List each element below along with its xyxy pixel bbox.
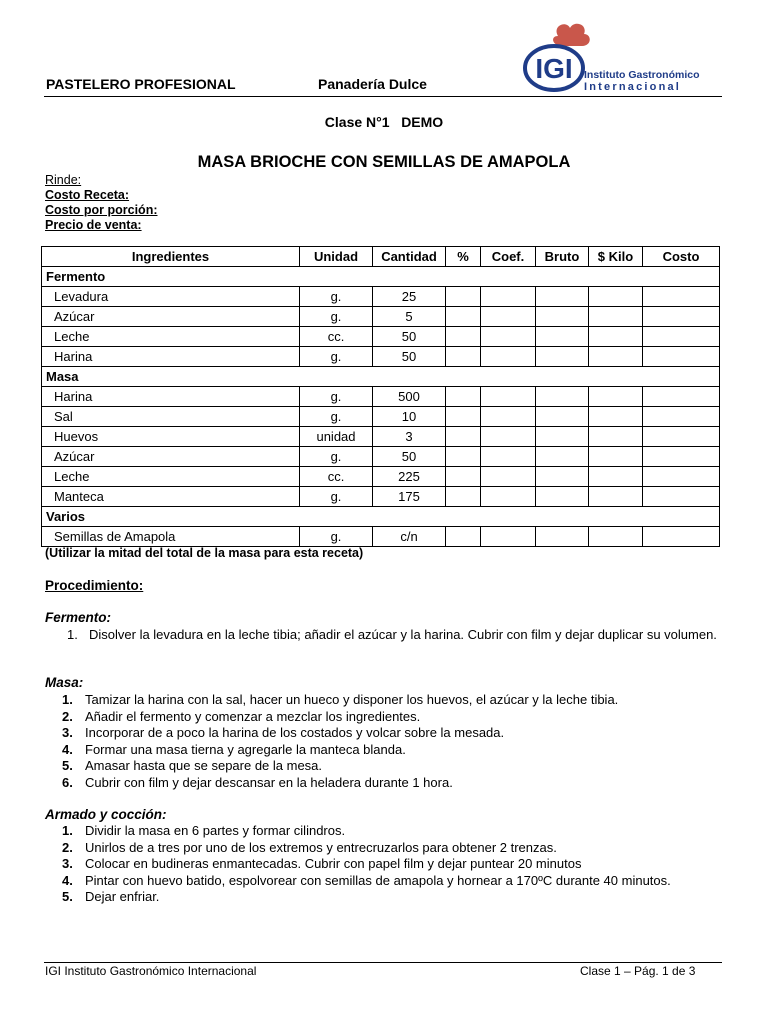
ingredient-cell: Harina (42, 387, 300, 407)
footer-institution: IGI Instituto Gastronómico Internacional (45, 964, 257, 978)
table-row (42, 327, 720, 347)
cost-cell (643, 447, 720, 467)
step-text: Tamizar la harina con la sal, hacer un hueco y disponer los huevos, el azúcar y la leche tibia. (85, 692, 619, 707)
ingredient-cell: Leche (42, 467, 300, 487)
igi-logo (522, 22, 702, 94)
percent-cell (446, 407, 481, 427)
section-label: Fermento (42, 267, 720, 287)
module-name: Panadería Dulce (318, 76, 427, 92)
cost-cell (643, 407, 720, 427)
ingredient-cell: Levadura (42, 287, 300, 307)
coef-cell (481, 347, 536, 367)
coef-cell (481, 287, 536, 307)
cost-cell (643, 527, 720, 547)
quantity-cell: 50 (373, 327, 446, 347)
armado-steps (45, 823, 725, 906)
price-kilo-cell (589, 467, 643, 487)
price-kilo-cell (589, 487, 643, 507)
quantity-cell: 500 (373, 387, 446, 407)
bruto-cell (536, 407, 589, 427)
step-text: Unirlos de a tres por uno de los extremos y entrecruzarlos para obtener 2 trenzas. (85, 839, 557, 855)
col-header: Bruto (536, 247, 589, 267)
col-header: Coef. (481, 247, 536, 267)
percent-cell (446, 447, 481, 467)
step-item (45, 775, 725, 792)
coef-cell (481, 487, 536, 507)
coef-cell (481, 427, 536, 447)
step-text: Añadir el fermento y comenzar a mezclar los ingredientes. (85, 708, 421, 724)
step-text: Formar una masa tierna y agregarle la manteca blanda. (85, 741, 406, 757)
percent-cell (446, 287, 481, 307)
bruto-cell (536, 387, 589, 407)
cost-cell (643, 387, 720, 407)
percent-cell (446, 427, 481, 447)
section-label: Varios (42, 507, 720, 527)
step-text: Cubrir con film y dejar descansar en la heladera durante 1 hora. (85, 774, 453, 790)
cost-cell (643, 487, 720, 507)
step-text: Pintar con huevo batido, espolvorear con semillas de amapola y hornear a 170ºC durante 40 minutos. (85, 872, 671, 888)
step-text: Amasar hasta que se separe de la mesa. (85, 758, 323, 773)
table-row (42, 307, 720, 327)
logo-line-1: Instituto Gastronómico (584, 69, 700, 81)
ingredient-cell: Azúcar (42, 447, 300, 467)
bruto-cell (536, 527, 589, 547)
quantity-cell: 225 (373, 467, 446, 487)
bruto-cell (536, 447, 589, 467)
coef-cell (481, 407, 536, 427)
price-kilo-cell (589, 427, 643, 447)
percent-cell (446, 327, 481, 347)
step-item (45, 692, 725, 709)
step-item (45, 742, 725, 759)
step-text: Incorporar de a poco la harina de los costados y volcar sobre la mesada. (85, 725, 505, 740)
coef-cell (481, 527, 536, 547)
price-kilo-cell (589, 307, 643, 327)
unit-cell: cc. (300, 467, 373, 487)
col-header: Unidad (300, 247, 373, 267)
unit-cell: g. (300, 487, 373, 507)
recipe-note: (Utilizar la mitad del total de la masa para esta receta) (45, 546, 364, 560)
col-header: Cantidad (373, 247, 446, 267)
percent-cell (446, 467, 481, 487)
step-item (45, 725, 725, 742)
masa-title: Masa: (45, 675, 84, 690)
cost-cell (643, 347, 720, 367)
bruto-cell (536, 427, 589, 447)
logo-mark-text: IGI (535, 53, 573, 84)
price-kilo-cell (589, 287, 643, 307)
fermento-title: Fermento: (45, 610, 112, 625)
header-divider (44, 96, 722, 97)
coef-cell (481, 387, 536, 407)
unit-cell: unidad (300, 427, 373, 447)
price-kilo-cell (589, 407, 643, 427)
table-row (42, 387, 720, 407)
ingredient-cell: Semillas de Amapola (42, 527, 300, 547)
step-text: Dejar enfriar. (85, 889, 160, 904)
price-kilo-cell (589, 447, 643, 467)
portion-cost-label: Costo por porción: (45, 203, 158, 217)
cost-cell (643, 327, 720, 347)
ingredient-cell: Sal (42, 407, 300, 427)
percent-cell (446, 487, 481, 507)
recipe-cost-label: Costo Receta: (45, 188, 130, 202)
coef-cell (481, 327, 536, 347)
armado-title: Armado y cocción: (45, 807, 167, 822)
quantity-cell: 50 (373, 447, 446, 467)
table-header-row (42, 247, 720, 267)
coef-cell (481, 467, 536, 487)
quantity-cell: 5 (373, 307, 446, 327)
step-item (45, 856, 725, 873)
ingredient-cell: Leche (42, 327, 300, 347)
bruto-cell (536, 327, 589, 347)
step-text: Dividir la masa en 6 partes y formar cilindros. (85, 823, 346, 838)
section-row (42, 367, 720, 387)
step-number: 4. (62, 741, 73, 757)
quantity-cell: 10 (373, 407, 446, 427)
step-number: 1. (62, 823, 73, 838)
unit-cell: g. (300, 307, 373, 327)
step-item (45, 758, 725, 775)
step-number: 5. (62, 758, 73, 773)
unit-cell: g. (300, 447, 373, 467)
step-item (45, 627, 725, 644)
percent-cell (446, 347, 481, 367)
unit-cell: g. (300, 387, 373, 407)
step-item (45, 823, 725, 840)
bruto-cell (536, 487, 589, 507)
step-number: 5. (62, 889, 73, 904)
quantity-cell: 175 (373, 487, 446, 507)
step-item (45, 709, 725, 726)
cost-cell (643, 307, 720, 327)
section-row (42, 267, 720, 287)
step-number: 1. (67, 627, 78, 642)
table-row (42, 407, 720, 427)
bruto-cell (536, 467, 589, 487)
table-row (42, 487, 720, 507)
step-number: 3. (62, 856, 73, 871)
cost-cell (643, 467, 720, 487)
quantity-cell: 3 (373, 427, 446, 447)
percent-cell (446, 307, 481, 327)
ingredient-cell: Azúcar (42, 307, 300, 327)
class-number: Clase N°1 DEMO (324, 114, 444, 130)
table-row (42, 467, 720, 487)
percent-cell (446, 527, 481, 547)
unit-cell: g. (300, 527, 373, 547)
table-row (42, 347, 720, 367)
step-number: 1. (62, 692, 73, 707)
bruto-cell (536, 287, 589, 307)
footer-page-number: Clase 1 – Pág. 1 de 3 (580, 964, 696, 978)
unit-cell: g. (300, 287, 373, 307)
price-kilo-cell (589, 327, 643, 347)
quantity-cell: 25 (373, 287, 446, 307)
step-text: Colocar en budineras enmantecadas. Cubrir con papel film y dejar puntear 20 minutos (85, 856, 582, 871)
bruto-cell (536, 307, 589, 327)
quantity-cell: c/n (373, 527, 446, 547)
col-header: Ingredientes (42, 247, 300, 267)
col-header: Costo (643, 247, 720, 267)
price-kilo-cell (589, 527, 643, 547)
col-header: $ Kilo (589, 247, 643, 267)
table-row (42, 447, 720, 467)
ingredient-cell: Manteca (42, 487, 300, 507)
section-label: Masa (42, 367, 720, 387)
masa-steps (45, 692, 725, 791)
ingredient-cell: Harina (42, 347, 300, 367)
step-number: 6. (62, 774, 73, 790)
percent-cell (446, 387, 481, 407)
step-number: 4. (62, 872, 73, 888)
unit-cell: cc. (300, 327, 373, 347)
coef-cell (481, 307, 536, 327)
logo-line-2: Internacional (584, 81, 682, 93)
recipe-title: MASA BRIOCHE CON SEMILLAS DE AMAPOLA (197, 153, 571, 171)
cost-cell (643, 287, 720, 307)
table-row (42, 527, 720, 547)
sale-price-label: Precio de venta: (45, 218, 142, 232)
fermento-steps (45, 627, 725, 644)
yield-label: Rinde: (45, 173, 82, 187)
cost-cell (643, 427, 720, 447)
procedure-title: Procedimiento: (45, 578, 144, 593)
table-row (42, 427, 720, 447)
step-number: 2. (62, 839, 73, 855)
footer-divider (44, 962, 722, 963)
bruto-cell (536, 347, 589, 367)
ingredient-cell: Huevos (42, 427, 300, 447)
table-row (42, 287, 720, 307)
unit-cell: g. (300, 347, 373, 367)
step-item (45, 840, 725, 857)
unit-cell: g. (300, 407, 373, 427)
section-row (42, 507, 720, 527)
step-text: Disolver la levadura en la leche tibia; añadir el azúcar y la harina. Cubrir con film y dejar duplicar su volumen. (89, 627, 717, 642)
price-kilo-cell (589, 387, 643, 407)
step-number: 2. (62, 708, 73, 724)
course-name: PASTELERO PROFESIONAL (46, 76, 236, 92)
quantity-cell: 50 (373, 347, 446, 367)
price-kilo-cell (589, 347, 643, 367)
col-header: % (446, 247, 481, 267)
ingredients-table (41, 246, 720, 547)
step-item (45, 889, 725, 906)
igi-logo-mark (522, 22, 702, 94)
step-number: 3. (62, 725, 73, 740)
coef-cell (481, 447, 536, 467)
step-item (45, 873, 725, 890)
